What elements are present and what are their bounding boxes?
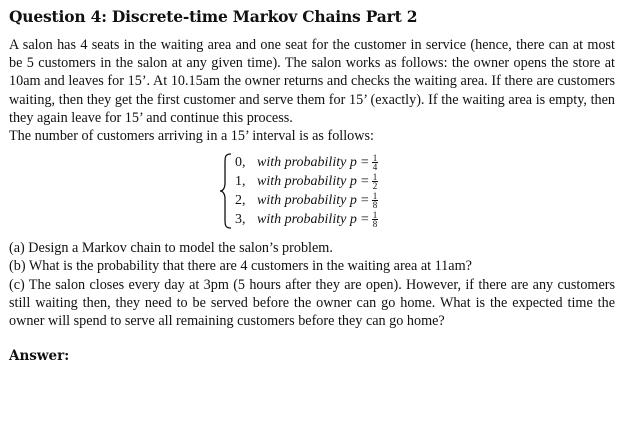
problem-intro: A salon has 4 seats in the waiting area and one seat for the customer in service (hence, there can at most be 5 customers in the salon at any given time). The salon works as follows: the owner opens the store at 10am and leaves for 15’. At 10.15am the owner returns and checks the waiting area. If there are customers waiting, then they get the first customer and serve them for 15’ (exactly). If the waiting area is empty, then they again leave for 15’ and continue this process. bbox=[9, 37, 615, 126]
fraction-numerator: 1 bbox=[372, 153, 378, 164]
fraction-numerator: 1 bbox=[372, 191, 378, 202]
arrival-distribution bbox=[219, 153, 615, 229]
probability-fraction bbox=[372, 211, 379, 228]
distribution-row-2 bbox=[235, 191, 378, 210]
equals-sign: = bbox=[360, 173, 369, 189]
question-title: Question 4: Discrete-time Markov Chains Part 2 bbox=[9, 7, 418, 26]
question-document bbox=[9, 8, 615, 364]
probability-fraction bbox=[372, 154, 379, 171]
fraction-numerator: 1 bbox=[372, 172, 378, 183]
fraction-denominator: 8 bbox=[372, 200, 378, 211]
question-b: (b) What is the probability that there are 4 customers in the waiting area at 11am? bbox=[9, 258, 472, 275]
distribution-text: with probability p bbox=[257, 211, 357, 227]
distribution-value: 2, bbox=[235, 192, 246, 208]
distribution-text: with probability p bbox=[257, 154, 357, 170]
equals-sign: = bbox=[360, 154, 369, 170]
question-a: (a) Design a Markov chain to model the salon’s problem. bbox=[9, 240, 333, 257]
distribution-value: 1, bbox=[235, 173, 246, 189]
distribution-row-3 bbox=[235, 210, 378, 229]
distribution-value: 0, bbox=[235, 154, 246, 170]
question-c: (c) The salon closes every day at 3pm (5 hours after they are open). However, if there are any customers still waiting then, they need to be served before the owner can go home. What is the expected time the owner will spend to serve all remaining customers before they can go home? bbox=[9, 276, 615, 330]
equals-sign: = bbox=[360, 192, 369, 208]
answer-label: Answer: bbox=[9, 348, 70, 365]
distribution-row-0 bbox=[235, 153, 378, 172]
distribution-value: 3, bbox=[235, 211, 246, 227]
fraction-denominator: 8 bbox=[372, 219, 378, 230]
equals-sign: = bbox=[360, 211, 369, 227]
distribution-text: with probability p bbox=[257, 192, 357, 208]
sub-questions bbox=[9, 239, 615, 330]
fraction-denominator: 2 bbox=[372, 181, 378, 192]
arrivals-intro: The number of customers arriving in a 15’ interval is as follows: bbox=[9, 128, 374, 145]
probability-fraction bbox=[372, 173, 379, 190]
distribution-row-1 bbox=[235, 172, 378, 191]
fraction-numerator: 1 bbox=[372, 210, 378, 221]
fraction-denominator: 4 bbox=[372, 162, 378, 173]
left-brace-icon bbox=[219, 153, 233, 229]
distribution-text: with probability p bbox=[257, 173, 357, 189]
probability-fraction bbox=[372, 192, 379, 209]
